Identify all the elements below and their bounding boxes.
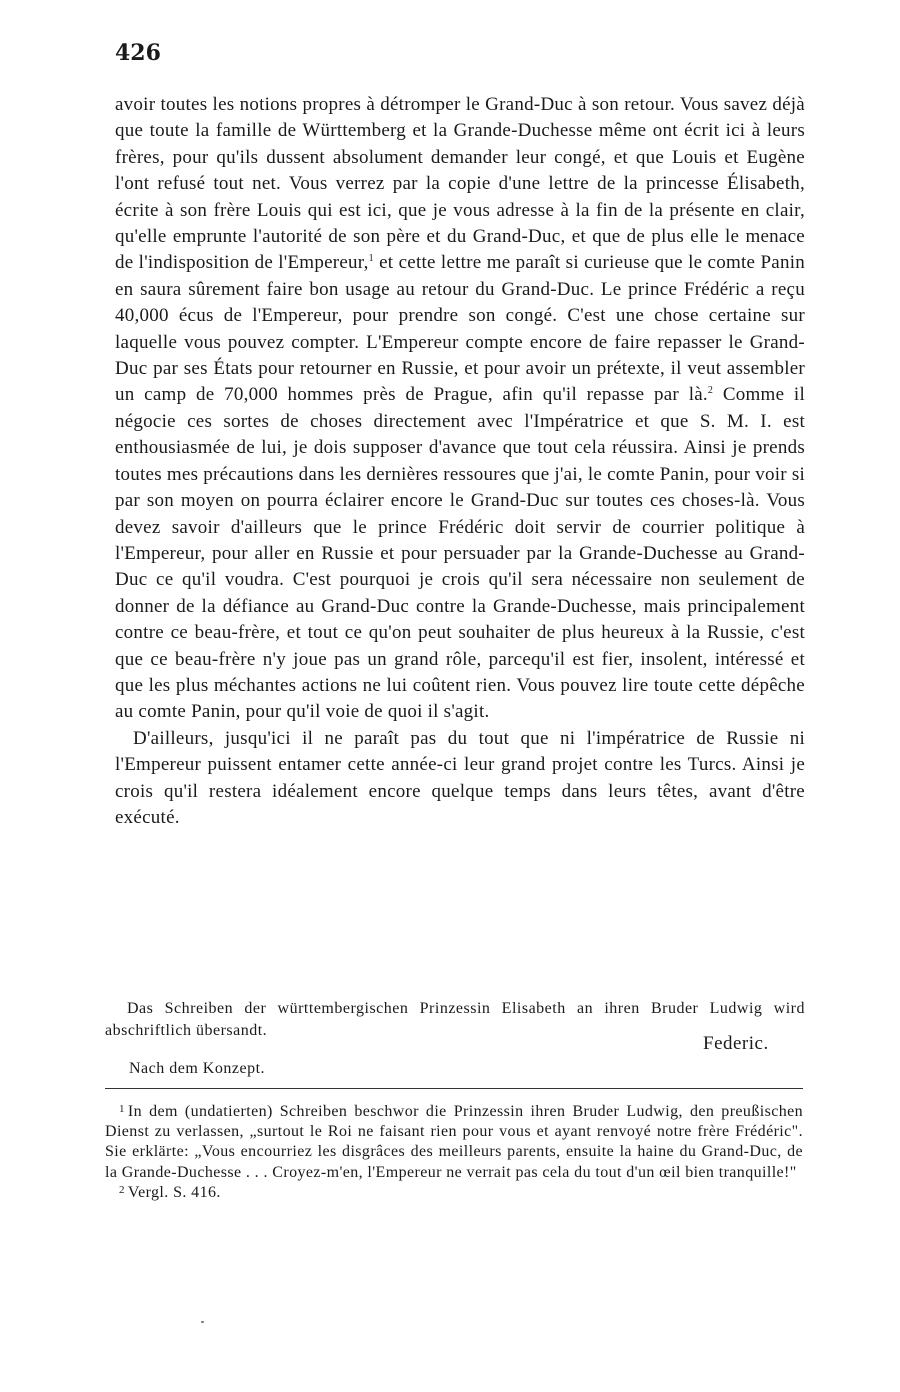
- footnotes: [105, 1102, 803, 1203]
- body-paragraph-1-text-c: Comme il négocie ces sortes de choses directement avec l'Impératrice et que S. M. I. est enthousiasmée de lui, je dois supposer d'avance que tout cela réussira. Ainsi je prends toutes mes précautions dans les dernières ressoures que j'ai, le comte Panin, pour voir si par son moyen on pourra éclairer encore le Grand-Duc sur toutes ces choses-là. Vous devez savoir d'ailleurs que le prince Frédéric doit servir de courrier politique à l'Empereur, pour aller en Russie et pour persuader par la Grande-Duchesse au Grand-Duc ce qu'il voudra. C'est pourquoi je crois qu'il sera nécessaire non seulement de donner de la défiance au Grand-Duc contre la Grande-Duchesse, mais principalement contre ce beau-frère, et tout ce qu'on peut souhaiter de plus heureux à la Russie, c'est que ce beau-frère n'y joue pas un grand rôle, parcequ'il est fier, insolent, intéressé et que les plus méchantes actions ne lui coûtent rien. Vous pouvez lire toute cette dépêche au comte Panin, pour qu'il voie de quoi il s'agit.: [115, 384, 805, 723]
- footnote-1-text: In dem (undatierten) Schreiben beschwor die Prinzessin ihren Bruder Ludwig, den preußischen Dienst zu verlassen, „surtout le Roi ne faisant rien pour vous et ayant renvoyé notre frère Frédéric". Sie erklärte: „Vous encourriez les disgrâces des meilleurs parents, ensuite la haine du Grand-Duc, de la Grande-Duchesse . . . Croyez-m'en, l'Empereur ne verrait pas cela du tout d'un œil bien tranquille!": [105, 1103, 803, 1181]
- footnote-ref-1: 1: [368, 253, 374, 265]
- body-paragraph-1: [115, 92, 805, 726]
- footnote-2-text: Vergl. S. 416.: [127, 1183, 221, 1201]
- footnote-divider: [105, 1088, 803, 1089]
- letter-body: [115, 92, 805, 831]
- footnote-2: [105, 1183, 803, 1203]
- body-paragraph-1-text-a: avoir toutes les notions propres à détromper le Grand-Duc à son retour. Vous savez déjà que toute la famille de Württemberg et la Grande-Duchesse même ont écrit ici à leurs frères, pour qu'ils dussent absolument demander leur congé, et que Louis et Eugène l'ont refusé tout net. Vous verrez par la copie d'une lettre de la princesse Élisabeth, écrite à son frère Louis qui est ici, que je vous adresse à la fin de la présente en clair, qu'elle emprunte l'autorité de son père et du Grand-Duc, et que de plus elle le menace de l'indisposition de l'Empereur,: [115, 94, 805, 274]
- footnote-1-marker: 1: [119, 1103, 125, 1115]
- editorial-note: Das Schreiben der württembergischen Prinzessin Elisabeth an ihren Bruder Ludwig wird abschriftlich übersandt.: [105, 1000, 805, 1039]
- print-speck: [201, 1321, 204, 1323]
- signature: Federic.: [703, 1033, 769, 1054]
- body-paragraph-1-text-b: et cette lettre me paraît si curieuse que le comte Panin en saura sûrement faire bon usage au retour du Grand-Duc. Le prince Frédéric a reçu 40,000 écus de l'Empereur, pour prendre son congé. C'est une chose certaine sur laquelle vous pouvez compter. L'Empereur compte encore de faire repasser le Grand-Duc par ses États pour retourner en Russie, et pour avoir un prétexte, il veut assembler un camp de 70,000 hommes près de Prague, afin qu'il repasse par là.: [115, 252, 805, 406]
- footnote-1: [105, 1102, 803, 1183]
- editorial-note-block: [105, 998, 805, 1042]
- body-paragraph-2: D'ailleurs, jusqu'ici il ne paraît pas du tout que ni l'impératrice de Russie ni l'Empereur puissent entamer cette année-ci leur grand projet contre les Turcs. Ainsi je crois qu'il restera idéalement encore quelque temps dans leurs têtes, avant d'être exécuté.: [115, 727, 805, 828]
- source-note: Nach dem Konzept.: [129, 1060, 266, 1077]
- page-number: 426: [115, 40, 161, 66]
- footnote-2-marker: 2: [119, 1183, 125, 1196]
- footnote-ref-2: 2: [707, 385, 714, 397]
